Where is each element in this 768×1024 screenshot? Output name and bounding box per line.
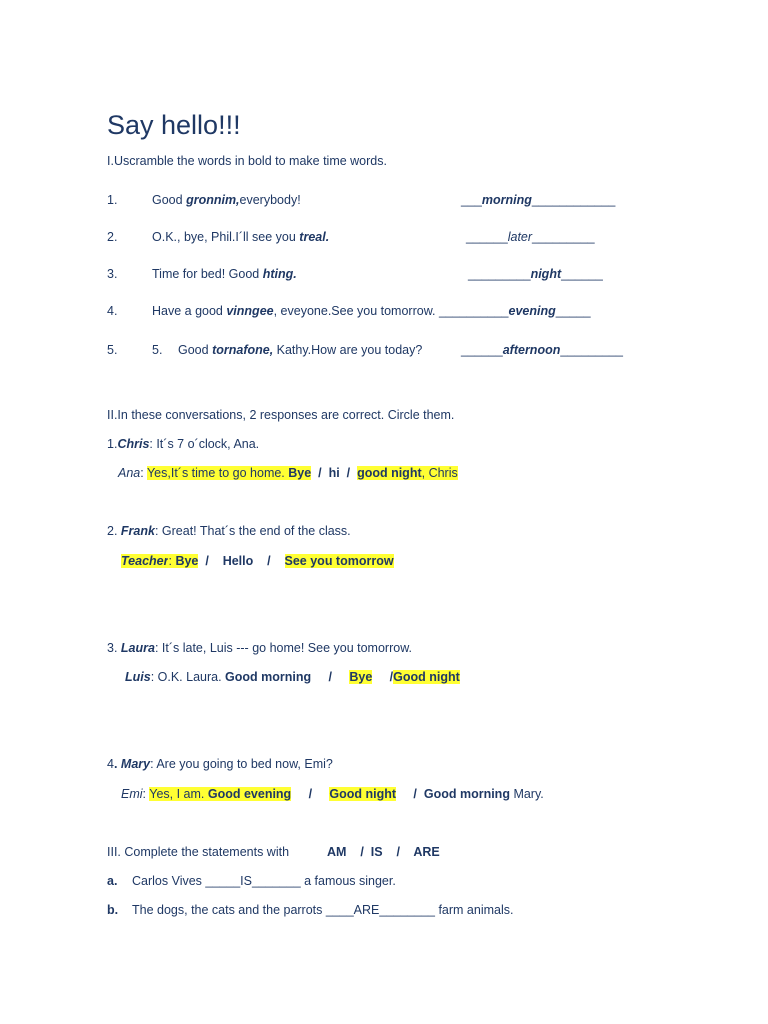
conversation-3-line: 3. Laura: It´s late, Luis --- go home! See you tomorrow. — [107, 641, 413, 655]
conversation-1-response: Ana: Yes,It´s time to go home. Bye / hi / good night, Chris — [118, 466, 458, 480]
conversation-4-response: Emi: Yes, I am. Good evening / Good night / Good morning Mary. — [121, 787, 544, 801]
section3-options: AM / IS / ARE — [327, 845, 440, 859]
item-number: 1. — [107, 193, 118, 207]
item-sentence: Have a good vinngee, eveyone.See you tomorrow. __________evening_____ — [152, 304, 591, 318]
item-sentence: Good gronnim,everybody! — [152, 193, 301, 207]
item-number: 3. — [107, 267, 118, 281]
item-answer: ______later_________ — [466, 230, 595, 244]
conversation-4-line: 4. Mary: Are you going to bed now, Emi? — [107, 757, 333, 771]
item-subnumber: 5. — [152, 343, 163, 357]
conversation-3-response: Luis: O.K. Laura. Good morning / Bye /Good night — [125, 670, 460, 684]
item-number: 5. — [107, 343, 118, 357]
item-number: 4. — [107, 304, 118, 318]
conversation-1-line: 1.Chris: It´s 7 o´clock, Ana. — [107, 437, 260, 451]
section1-heading: I.Uscramble the words in bold to make time words. — [107, 154, 387, 168]
statement-text: The dogs, the cats and the parrots ____ARE________ farm animals. — [132, 903, 514, 917]
item-number: 2. — [107, 230, 118, 244]
statement-letter: a. — [107, 874, 118, 888]
conversation-2-line: 2. Frank: Great! That´s the end of the class. — [107, 524, 351, 538]
section2-heading: II.In these conversations, 2 responses are correct. Circle them. — [107, 408, 455, 422]
item-answer: ______afternoon_________ — [461, 343, 623, 357]
conversation-2-response: Teacher: Bye / Hello / See you tomorrow — [121, 554, 394, 568]
item-sentence: O.K., bye, Phil.I´ll see you treal. — [152, 230, 330, 244]
item-answer: ___morning____________ — [461, 193, 616, 207]
statement-letter: b. — [107, 903, 119, 917]
item-answer: _________night______ — [468, 267, 603, 281]
item-sentence: Good tornafone, Kathy.How are you today? — [178, 343, 423, 357]
page-title: Say hello!!! — [107, 110, 241, 140]
statement-text: Carlos Vives _____IS_______ a famous singer. — [132, 874, 396, 888]
section3-heading: III. Complete the statements with — [107, 845, 290, 859]
item-sentence: Time for bed! Good hting. — [152, 267, 297, 281]
